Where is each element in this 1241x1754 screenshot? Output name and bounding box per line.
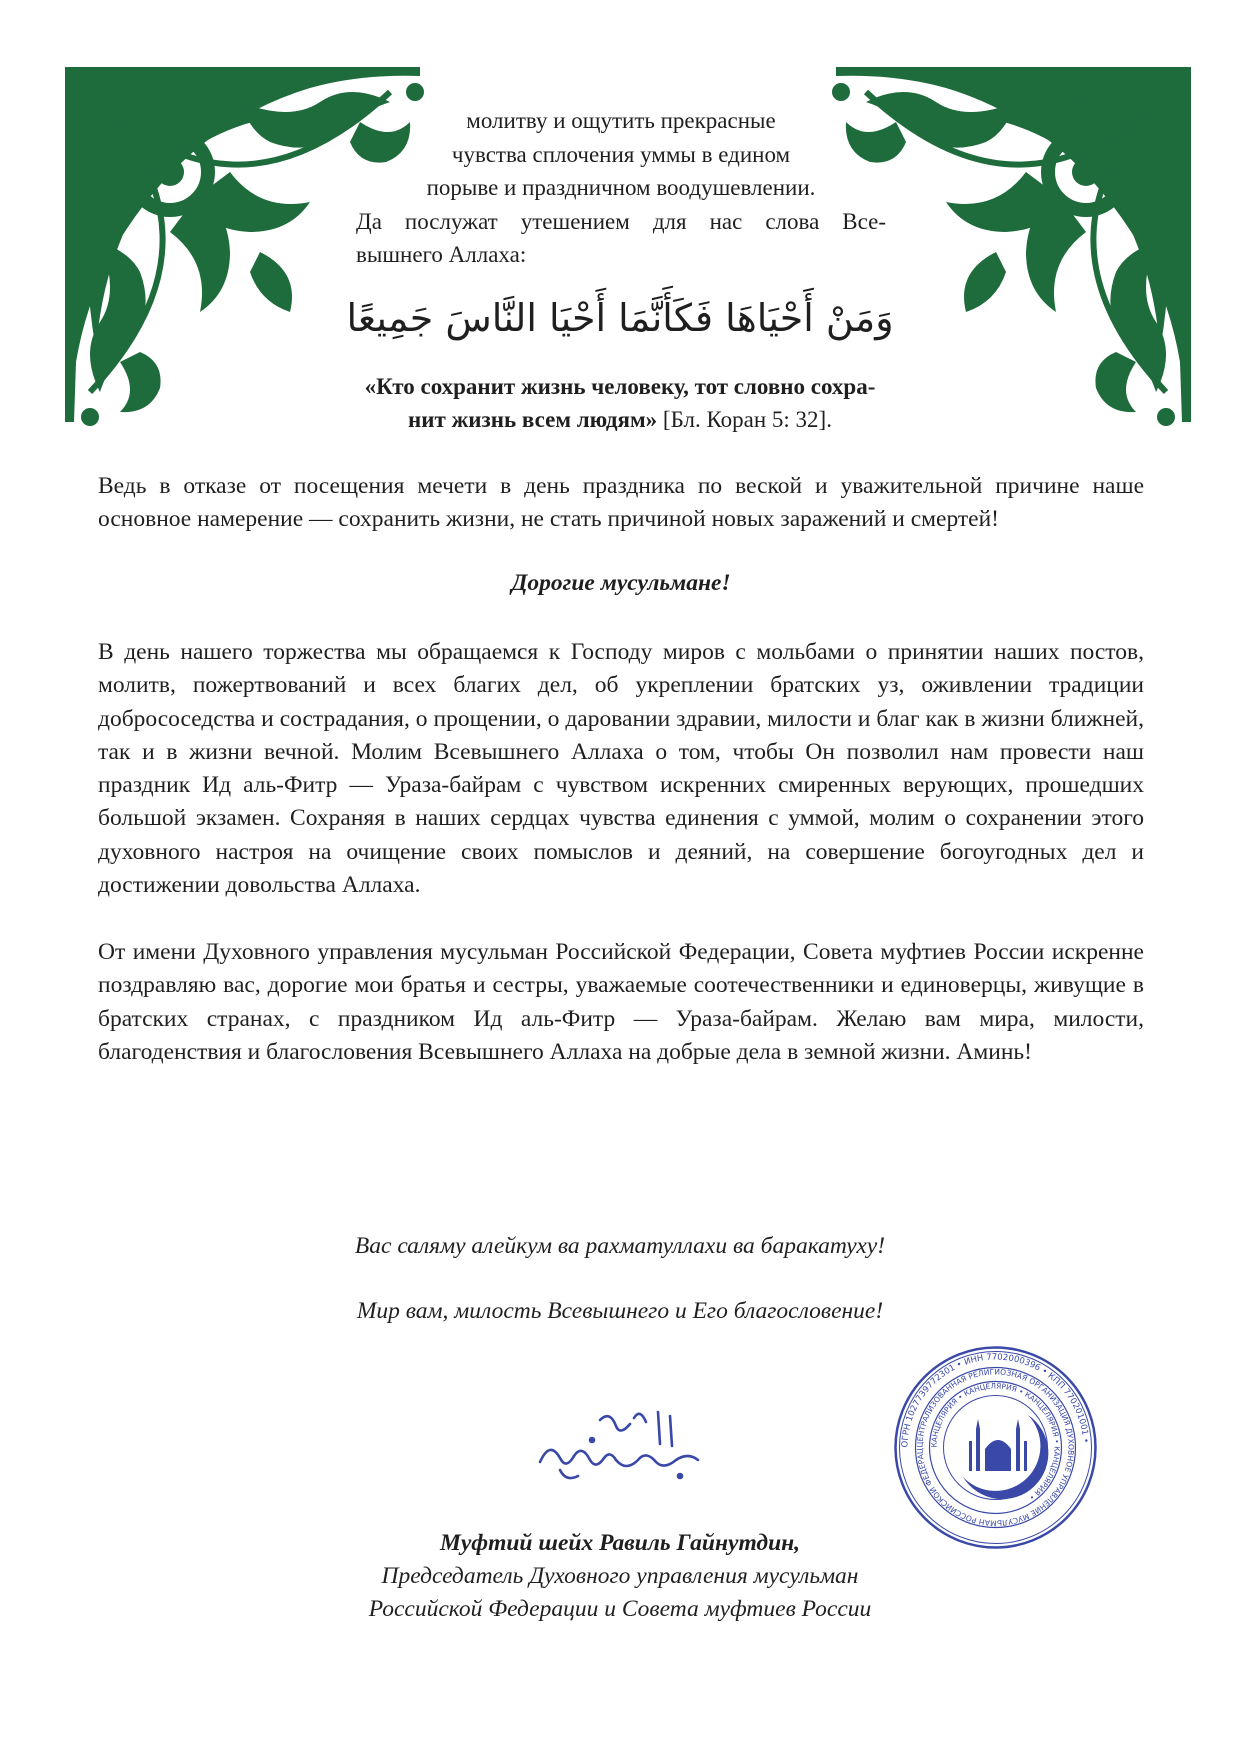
- arabic-verse: وَمَنْ أَحْيَاهَا فَكَأَنَّمَا أَحْيَا النَّاسَ جَمِيعًا: [346, 296, 894, 340]
- intro-line: порыве и праздничном воодушевлении.: [426, 175, 816, 200]
- stamp-mid-text: ЦЕНТРАЛИЗОВАННАЯ РЕЛИГИОЗНАЯ ОРГАНИЗАЦИЯ ДУХОВНОЕ УПРАВЛЕНИЕ МУСУЛЬМАН РОССИЙСКОЙ ФЕДЕРАЦ: [915, 1367, 1076, 1528]
- paragraph-2: В день нашего торжества мы обращаемся к Господу миров с мольбами о принятии наших постов, молитв, пожертвований и всех благих дел, об укреплении братских уз, оживлении традиции добрососедства и сострадания, о прощении, о даровании здравии, милости и благ как в жизни ближней, так и в жизни вечной. Молим Всевышнего Аллаха о том, чтобы Он позволил нам провести наш праздник Ид аль-Фитр — Ураза-байрам с чувством искренних смиренных верующих, прошедших большой экзамен. Сохраняя в наших сердцах чувства единения с уммой, молим о сохранении этого духовного настроя на очищение своих помыслов и деяний, на совершение богоугодных дел и достижении довольства Аллаха.: [98, 639, 1144, 899]
- signatory-block: [250, 1527, 990, 1626]
- paragraph-3: От имени Духовного управления мусульман Российской Федерации, Совета муфтиев России искренне поздравляю вас, дорогие мои братья и сестры, уважаемые соотечественники и единоверцы, живущие в братских странах, с праздником Ид аль-Фитр — Ураза-байрам. Желаю вам мира, милости, благоденствия и благословения Всевышнего Аллаха на добрые дела в земной жизни. Аминь!: [98, 939, 1144, 1065]
- closing-line-2: Мир вам, милость Всевышнего и Его благословение!: [356, 1298, 884, 1324]
- signatory-role-line2: Российской Федерации и Совета муфтиев России: [368, 1596, 872, 1622]
- paragraph-1: Ведь в отказе от посещения мечети в день праздника по веской и уважительной причине наше основное намерение — сохранить жизни, не стать причиной новых заражений и смертей!: [98, 473, 1144, 533]
- quote-bold-line1: «Кто сохранит жизнь человеку, тот словно сохра-: [364, 374, 876, 399]
- intro-line: молитву и ощутить прекрасные: [466, 108, 776, 133]
- intro-text: [356, 104, 886, 272]
- signature-icon: [530, 1400, 710, 1490]
- handwritten-signature: [530, 1400, 710, 1490]
- intro-line: Да послужат утешением для нас слова Все-: [356, 208, 886, 234]
- signatory-name: Муфтий шейх Равиль Гайнутдин,: [439, 1530, 801, 1556]
- crescent-mosque-icon: [963, 1415, 1048, 1499]
- intro-line: чувства сплочения уммы в едином: [451, 141, 791, 167]
- stamp-outer-text: ОГРН 1027739772301 • ИНН 7702000396 • КПП 770201001 •: [900, 1352, 1091, 1448]
- intro-line: вышнего Аллаха:: [356, 242, 527, 267]
- closing-line-1: Вас саляму алейкум ва рахматуллахи ва баракатуху!: [354, 1233, 886, 1259]
- stamp-inner-text: КАНЦЕЛЯРИЯ • КАНЦЕЛЯРИЯ • КАНЦЕЛЯРИЯ • КАНЦЕЛЯРИЯ •: [929, 1381, 1062, 1503]
- quote-bold-line2: нит жизнь всем людям»: [408, 407, 658, 432]
- signatory-role-line1: Председатель Духовного управления мусульман: [381, 1563, 859, 1589]
- official-stamp: [893, 1345, 1098, 1550]
- greeting-heading: Дорогие мусульмане!: [511, 570, 731, 596]
- quran-quote: [300, 370, 940, 436]
- quote-reference: [Бл. Коран 5: 32].: [657, 407, 832, 432]
- stamp-seal-icon: [893, 1345, 1098, 1550]
